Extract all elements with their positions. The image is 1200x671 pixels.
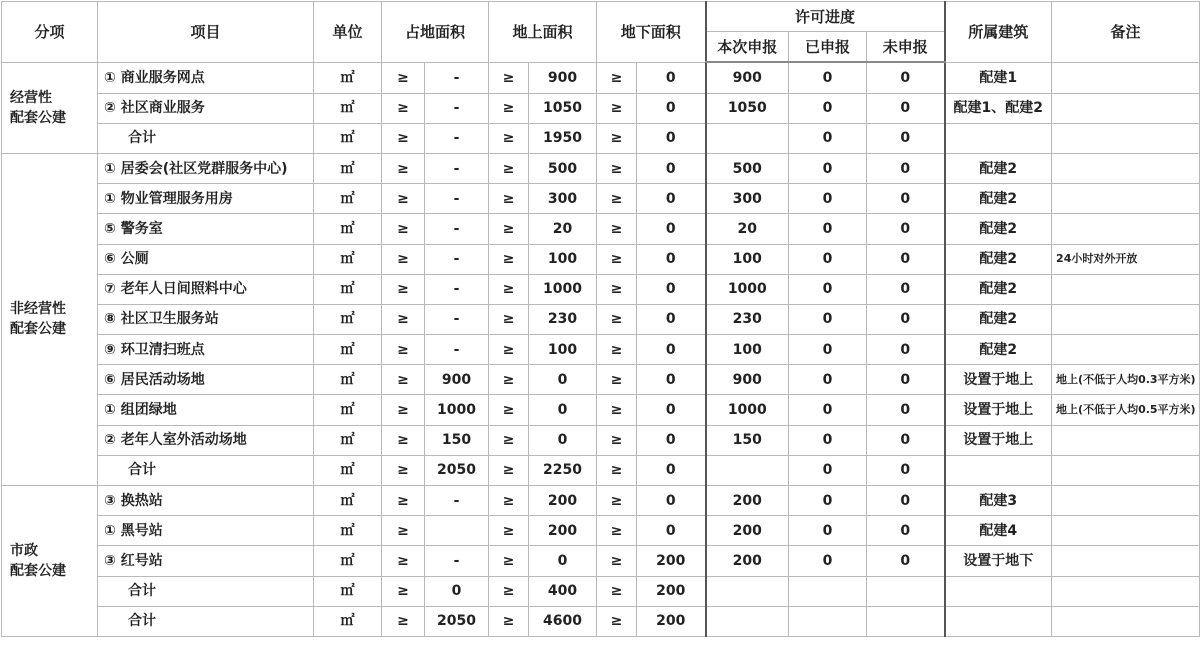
- table-cell-reported: 0: [789, 214, 867, 244]
- table-cell-above-op: ≥: [489, 365, 529, 395]
- table-cell-not-reported: 0: [867, 455, 945, 485]
- table-cell-above-op: ≥: [489, 244, 529, 274]
- table-cell-unit: ㎡: [314, 93, 382, 123]
- table-cell-above-op: ≥: [489, 425, 529, 455]
- table-row: [2, 274, 1200, 304]
- table-cell-reported: 0: [789, 395, 867, 425]
- table-cell-land: 2050: [425, 455, 489, 485]
- table-cell-building: 配建3: [945, 486, 1052, 516]
- table-cell-above-op: ≥: [489, 486, 529, 516]
- table-cell-land-op: ≥: [382, 606, 425, 636]
- table-row: [2, 576, 1200, 606]
- table-cell-below-op: ≥: [597, 244, 637, 274]
- table-cell-below-op: ≥: [597, 184, 637, 214]
- table-cell-above-op: ≥: [489, 395, 529, 425]
- table-cell-item: ② 社区商业服务: [98, 93, 314, 123]
- table-cell-item: ⑦ 老年人日间照料中心: [98, 274, 314, 304]
- header-building: 所属建筑: [945, 2, 1052, 63]
- table-cell-land: -: [425, 123, 489, 153]
- header-category: 分项: [2, 2, 98, 63]
- table-cell-land-op: ≥: [382, 184, 425, 214]
- table-cell-building: 配建2: [945, 153, 1052, 183]
- table-cell-below: 0: [637, 395, 706, 425]
- table-cell-remark: [1052, 93, 1200, 123]
- table-cell-land-op: ≥: [382, 62, 425, 93]
- table-cell-land-op: ≥: [382, 546, 425, 576]
- header-land-area: 占地面积: [382, 2, 489, 63]
- table-cell-above: 900: [529, 62, 597, 93]
- table-cell-above: 0: [529, 425, 597, 455]
- table-cell-below: 0: [637, 516, 706, 546]
- table-cell-above: 4600: [529, 606, 597, 636]
- table-cell-land: -: [425, 335, 489, 365]
- table-cell-above-op: ≥: [489, 153, 529, 183]
- table-cell-building: 配建2: [945, 244, 1052, 274]
- table-cell-building: 配建4: [945, 516, 1052, 546]
- table-cell-not-reported: 0: [867, 395, 945, 425]
- table-cell-reported: 0: [789, 455, 867, 485]
- table-cell-below: 0: [637, 62, 706, 93]
- table-cell-item: ① 商业服务网点: [98, 62, 314, 93]
- table-cell-item: ① 组团绿地: [98, 395, 314, 425]
- table-cell-building: 配建2: [945, 335, 1052, 365]
- table-cell-building: [945, 606, 1052, 636]
- table-cell-below: 0: [637, 455, 706, 485]
- table-cell-above-op: ≥: [489, 62, 529, 93]
- table-cell-below: 0: [637, 123, 706, 153]
- table-cell-above: 100: [529, 335, 597, 365]
- table-cell-remark: [1052, 335, 1200, 365]
- table-cell-below: 200: [637, 546, 706, 576]
- table-cell-remark: [1052, 576, 1200, 606]
- table-row: [2, 335, 1200, 365]
- table-row: [2, 516, 1200, 546]
- table-cell-item: ⑥ 公厕: [98, 244, 314, 274]
- table-cell-reported: 0: [789, 365, 867, 395]
- table-cell-above: 0: [529, 395, 597, 425]
- table-cell-item: ⑧ 社区卫生服务站: [98, 304, 314, 334]
- table-row: [2, 304, 1200, 334]
- table-cell-above: 400: [529, 576, 597, 606]
- table-cell-unit: ㎡: [314, 184, 382, 214]
- table-cell-not-reported: [867, 606, 945, 636]
- header-remarks: 备注: [1052, 2, 1200, 63]
- table-cell-this-time: 1050: [706, 93, 789, 123]
- table-cell-land-op: ≥: [382, 153, 425, 183]
- table-cell-land: -: [425, 62, 489, 93]
- facility-table: [1, 1, 1200, 637]
- table-cell-below-op: ≥: [597, 62, 637, 93]
- table-cell-above: 2250: [529, 455, 597, 485]
- header-not-reported: 未申报: [867, 32, 945, 63]
- table-cell-below: 0: [637, 214, 706, 244]
- table-cell-land-op: ≥: [382, 395, 425, 425]
- table-cell-item: ① 黑号站: [98, 516, 314, 546]
- table-cell-unit: ㎡: [314, 546, 382, 576]
- table-cell-below: 200: [637, 606, 706, 636]
- table-cell-below-op: ≥: [597, 516, 637, 546]
- table-row: [2, 395, 1200, 425]
- table-cell-unit: ㎡: [314, 304, 382, 334]
- table-cell-this-time: 100: [706, 335, 789, 365]
- table-cell-below: 0: [637, 244, 706, 274]
- table-cell-below: 0: [637, 365, 706, 395]
- table-cell-this-time: 200: [706, 486, 789, 516]
- table-cell-above: 1050: [529, 93, 597, 123]
- table-cell-below: 0: [637, 184, 706, 214]
- table-cell-below-op: ≥: [597, 395, 637, 425]
- table-cell-not-reported: [867, 576, 945, 606]
- table-cell-land: -: [425, 93, 489, 123]
- table-row: [2, 123, 1200, 153]
- table-cell-reported: 0: [789, 304, 867, 334]
- table-cell-item: ⑤ 警务室: [98, 214, 314, 244]
- table-cell-unit: ㎡: [314, 335, 382, 365]
- table-cell-reported: [789, 576, 867, 606]
- table-cell-item: ② 老年人室外活动场地: [98, 425, 314, 455]
- table-cell-above-op: ≥: [489, 516, 529, 546]
- table-cell-not-reported: 0: [867, 486, 945, 516]
- table-cell-remark: [1052, 62, 1200, 93]
- table-cell-building: 设置于地上: [945, 425, 1052, 455]
- table-cell-remark: [1052, 486, 1200, 516]
- table-row: [2, 606, 1200, 636]
- table-cell-land-op: ≥: [382, 365, 425, 395]
- table-cell-below-op: ≥: [597, 576, 637, 606]
- table-cell-land: -: [425, 244, 489, 274]
- table-cell-not-reported: 0: [867, 153, 945, 183]
- table-cell-building: 配建1: [945, 62, 1052, 93]
- table-cell-land: 900: [425, 365, 489, 395]
- header-below-area: 地下面积: [597, 2, 706, 63]
- table-cell-remark: 地上(不低于人均0.5平方米): [1052, 395, 1200, 425]
- table-cell-reported: 0: [789, 425, 867, 455]
- header-unit: 单位: [314, 2, 382, 63]
- table-cell-land: 150: [425, 425, 489, 455]
- table-cell-unit: ㎡: [314, 486, 382, 516]
- table-row: [2, 486, 1200, 516]
- table-cell-this-time: [706, 123, 789, 153]
- table-cell-land: -: [425, 486, 489, 516]
- header-reported: 已申报: [789, 32, 867, 63]
- table-cell-below: 0: [637, 335, 706, 365]
- table-cell-above-op: ≥: [489, 546, 529, 576]
- table-cell-land: 2050: [425, 606, 489, 636]
- table-row: [2, 93, 1200, 123]
- table-cell-below-op: ≥: [597, 304, 637, 334]
- table-cell-above-op: ≥: [489, 274, 529, 304]
- table-cell-item: ③ 红号站: [98, 546, 314, 576]
- table-cell-land-op: ≥: [382, 304, 425, 334]
- table-cell-below-op: ≥: [597, 123, 637, 153]
- table-row: [2, 153, 1200, 183]
- table-cell-reported: 0: [789, 335, 867, 365]
- table-cell-unit: ㎡: [314, 365, 382, 395]
- table-cell-above-op: ≥: [489, 304, 529, 334]
- table-cell-reported: 0: [789, 244, 867, 274]
- table-cell-remark: [1052, 274, 1200, 304]
- table-cell-land-op: ≥: [382, 455, 425, 485]
- table-cell-land-op: ≥: [382, 486, 425, 516]
- table-cell-building: [945, 123, 1052, 153]
- table-cell-land-op: ≥: [382, 576, 425, 606]
- table-cell-building: 配建1、配建2: [945, 93, 1052, 123]
- table-cell-below-op: ≥: [597, 425, 637, 455]
- table-cell-land-op: ≥: [382, 516, 425, 546]
- table-cell-above: 20: [529, 214, 597, 244]
- table-cell-not-reported: 0: [867, 214, 945, 244]
- table-cell-reported: [789, 606, 867, 636]
- table-cell-unit: ㎡: [314, 62, 382, 93]
- table-cell-not-reported: 0: [867, 365, 945, 395]
- table-row: [2, 244, 1200, 274]
- table-cell-above: 0: [529, 546, 597, 576]
- table-cell-below-op: ≥: [597, 214, 637, 244]
- table-cell-unit: ㎡: [314, 274, 382, 304]
- header-item: 项目: [98, 2, 314, 63]
- table-cell-above-op: ≥: [489, 455, 529, 485]
- table-cell-above-op: ≥: [489, 606, 529, 636]
- table-cell-remark: [1052, 455, 1200, 485]
- table-cell-this-time: 300: [706, 184, 789, 214]
- table-cell-not-reported: 0: [867, 62, 945, 93]
- table-cell-remark: [1052, 214, 1200, 244]
- table-cell-below: 0: [637, 93, 706, 123]
- table-cell-land: -: [425, 214, 489, 244]
- table-cell-reported: 0: [789, 274, 867, 304]
- table-cell-land: 1000: [425, 395, 489, 425]
- table-cell-below: 0: [637, 304, 706, 334]
- table-cell-item: 合计: [98, 123, 314, 153]
- table-cell-unit: ㎡: [314, 153, 382, 183]
- table-row: [2, 62, 1200, 93]
- table-cell-land: -: [425, 546, 489, 576]
- table-cell-land-op: ≥: [382, 274, 425, 304]
- table-cell-land: -: [425, 274, 489, 304]
- table-cell-this-time: 100: [706, 244, 789, 274]
- category-cell: 市政 配套公建: [2, 486, 98, 637]
- table-cell-item: ⑥ 居民活动场地: [98, 365, 314, 395]
- table-cell-not-reported: 0: [867, 425, 945, 455]
- table-cell-not-reported: 0: [867, 274, 945, 304]
- table-cell-below-op: ≥: [597, 365, 637, 395]
- table-cell-land-op: ≥: [382, 425, 425, 455]
- table-cell-land: 0: [425, 576, 489, 606]
- table-cell-this-time: [706, 606, 789, 636]
- table-cell-reported: 0: [789, 486, 867, 516]
- table-cell-not-reported: 0: [867, 516, 945, 546]
- table-cell-land-op: ≥: [382, 335, 425, 365]
- table-cell-unit: ㎡: [314, 455, 382, 485]
- table-cell-not-reported: 0: [867, 244, 945, 274]
- table-cell-this-time: 200: [706, 516, 789, 546]
- table-row: [2, 425, 1200, 455]
- table-cell-remark: [1052, 123, 1200, 153]
- table-cell-building: 设置于地上: [945, 365, 1052, 395]
- table-cell-item: 合计: [98, 606, 314, 636]
- table-cell-above-op: ≥: [489, 214, 529, 244]
- table-cell-remark: 24小时对外开放: [1052, 244, 1200, 274]
- table-cell-below-op: ≥: [597, 93, 637, 123]
- table-cell-not-reported: 0: [867, 335, 945, 365]
- table-cell-below-op: ≥: [597, 546, 637, 576]
- table-cell-land: [425, 516, 489, 546]
- table-cell-this-time: 150: [706, 425, 789, 455]
- table-cell-below: 200: [637, 576, 706, 606]
- table-cell-reported: 0: [789, 546, 867, 576]
- table-cell-remark: [1052, 516, 1200, 546]
- table-cell-remark: [1052, 184, 1200, 214]
- table-cell-remark: 地上(不低于人均0.3平方米): [1052, 365, 1200, 395]
- table-cell-item: ③ 换热站: [98, 486, 314, 516]
- table-cell-below: 0: [637, 486, 706, 516]
- table-cell-item: 合计: [98, 576, 314, 606]
- table-cell-unit: ㎡: [314, 516, 382, 546]
- table-cell-remark: [1052, 546, 1200, 576]
- table-cell-reported: 0: [789, 93, 867, 123]
- table-cell-below-op: ≥: [597, 606, 637, 636]
- table-cell-land-op: ≥: [382, 244, 425, 274]
- table-cell-land-op: ≥: [382, 214, 425, 244]
- header-row-1: [2, 2, 1200, 32]
- table-cell-building: 配建2: [945, 184, 1052, 214]
- table-row: [2, 455, 1200, 485]
- table-cell-reported: 0: [789, 62, 867, 93]
- table-cell-building: 配建2: [945, 304, 1052, 334]
- table-cell-land: -: [425, 304, 489, 334]
- header-this-time: 本次申报: [706, 32, 789, 63]
- table-cell-remark: [1052, 153, 1200, 183]
- table-cell-below-op: ≥: [597, 153, 637, 183]
- table-cell-below: 0: [637, 153, 706, 183]
- table-cell-below: 0: [637, 274, 706, 304]
- table-cell-above: 200: [529, 516, 597, 546]
- table-cell-below-op: ≥: [597, 335, 637, 365]
- table-cell-not-reported: 0: [867, 546, 945, 576]
- table-cell-building: 设置于地下: [945, 546, 1052, 576]
- table-cell-above-op: ≥: [489, 123, 529, 153]
- table-cell-this-time: 900: [706, 62, 789, 93]
- table-cell-unit: ㎡: [314, 425, 382, 455]
- table-cell-above-op: ≥: [489, 576, 529, 606]
- table-row: [2, 365, 1200, 395]
- table-cell-this-time: 230: [706, 304, 789, 334]
- table-cell-above: 300: [529, 184, 597, 214]
- category-cell: 非经营性 配套公建: [2, 153, 98, 485]
- table-cell-above: 500: [529, 153, 597, 183]
- table-cell-remark: [1052, 606, 1200, 636]
- table-cell-item: ① 物业管理服务用房: [98, 184, 314, 214]
- table-cell-this-time: [706, 576, 789, 606]
- table-cell-above: 0: [529, 365, 597, 395]
- table-cell-not-reported: 0: [867, 304, 945, 334]
- table-cell-building: [945, 576, 1052, 606]
- table-cell-building: 设置于地上: [945, 395, 1052, 425]
- table-cell-item: ⑨ 环卫清扫班点: [98, 335, 314, 365]
- table-cell-below: 0: [637, 425, 706, 455]
- table-cell-not-reported: 0: [867, 123, 945, 153]
- table-cell-unit: ㎡: [314, 244, 382, 274]
- table-cell-reported: 0: [789, 123, 867, 153]
- table-cell-above: 200: [529, 486, 597, 516]
- table-cell-unit: ㎡: [314, 123, 382, 153]
- table-cell-this-time: 1000: [706, 395, 789, 425]
- header-above-area: 地上面积: [489, 2, 597, 63]
- table-cell-remark: [1052, 425, 1200, 455]
- table-row: [2, 184, 1200, 214]
- table-cell-this-time: 200: [706, 546, 789, 576]
- table-row: [2, 546, 1200, 576]
- table-cell-reported: 0: [789, 516, 867, 546]
- table-cell-above: 100: [529, 244, 597, 274]
- table-cell-this-time: [706, 455, 789, 485]
- table-cell-above: 1000: [529, 274, 597, 304]
- header-permit-progress: 许可进度: [706, 2, 945, 32]
- table-cell-this-time: 500: [706, 153, 789, 183]
- table-cell-land: -: [425, 184, 489, 214]
- table-cell-unit: ㎡: [314, 576, 382, 606]
- table-cell-above-op: ≥: [489, 93, 529, 123]
- table-cell-not-reported: 0: [867, 184, 945, 214]
- table-cell-below-op: ≥: [597, 274, 637, 304]
- table-cell-reported: 0: [789, 153, 867, 183]
- table-cell-land-op: ≥: [382, 123, 425, 153]
- table-cell-item: ① 居委会(社区党群服务中心): [98, 153, 314, 183]
- table-cell-this-time: 20: [706, 214, 789, 244]
- table-cell-item: 合计: [98, 455, 314, 485]
- table-cell-building: [945, 455, 1052, 485]
- table-cell-above: 230: [529, 304, 597, 334]
- table-body: [2, 62, 1200, 636]
- table-cell-land-op: ≥: [382, 93, 425, 123]
- table-cell-below-op: ≥: [597, 455, 637, 485]
- table-cell-this-time: 1000: [706, 274, 789, 304]
- table-row: [2, 214, 1200, 244]
- table-cell-reported: 0: [789, 184, 867, 214]
- table-cell-above-op: ≥: [489, 184, 529, 214]
- category-cell: 经营性 配套公建: [2, 62, 98, 153]
- table-cell-remark: [1052, 304, 1200, 334]
- table-cell-building: 配建2: [945, 274, 1052, 304]
- table-cell-this-time: 900: [706, 365, 789, 395]
- table-cell-not-reported: 0: [867, 93, 945, 123]
- table-cell-unit: ㎡: [314, 606, 382, 636]
- table-cell-below-op: ≥: [597, 486, 637, 516]
- table-cell-above: 1950: [529, 123, 597, 153]
- table-cell-building: 配建2: [945, 214, 1052, 244]
- table-cell-above-op: ≥: [489, 335, 529, 365]
- table-cell-unit: ㎡: [314, 214, 382, 244]
- table-cell-unit: ㎡: [314, 395, 382, 425]
- table-cell-land: -: [425, 153, 489, 183]
